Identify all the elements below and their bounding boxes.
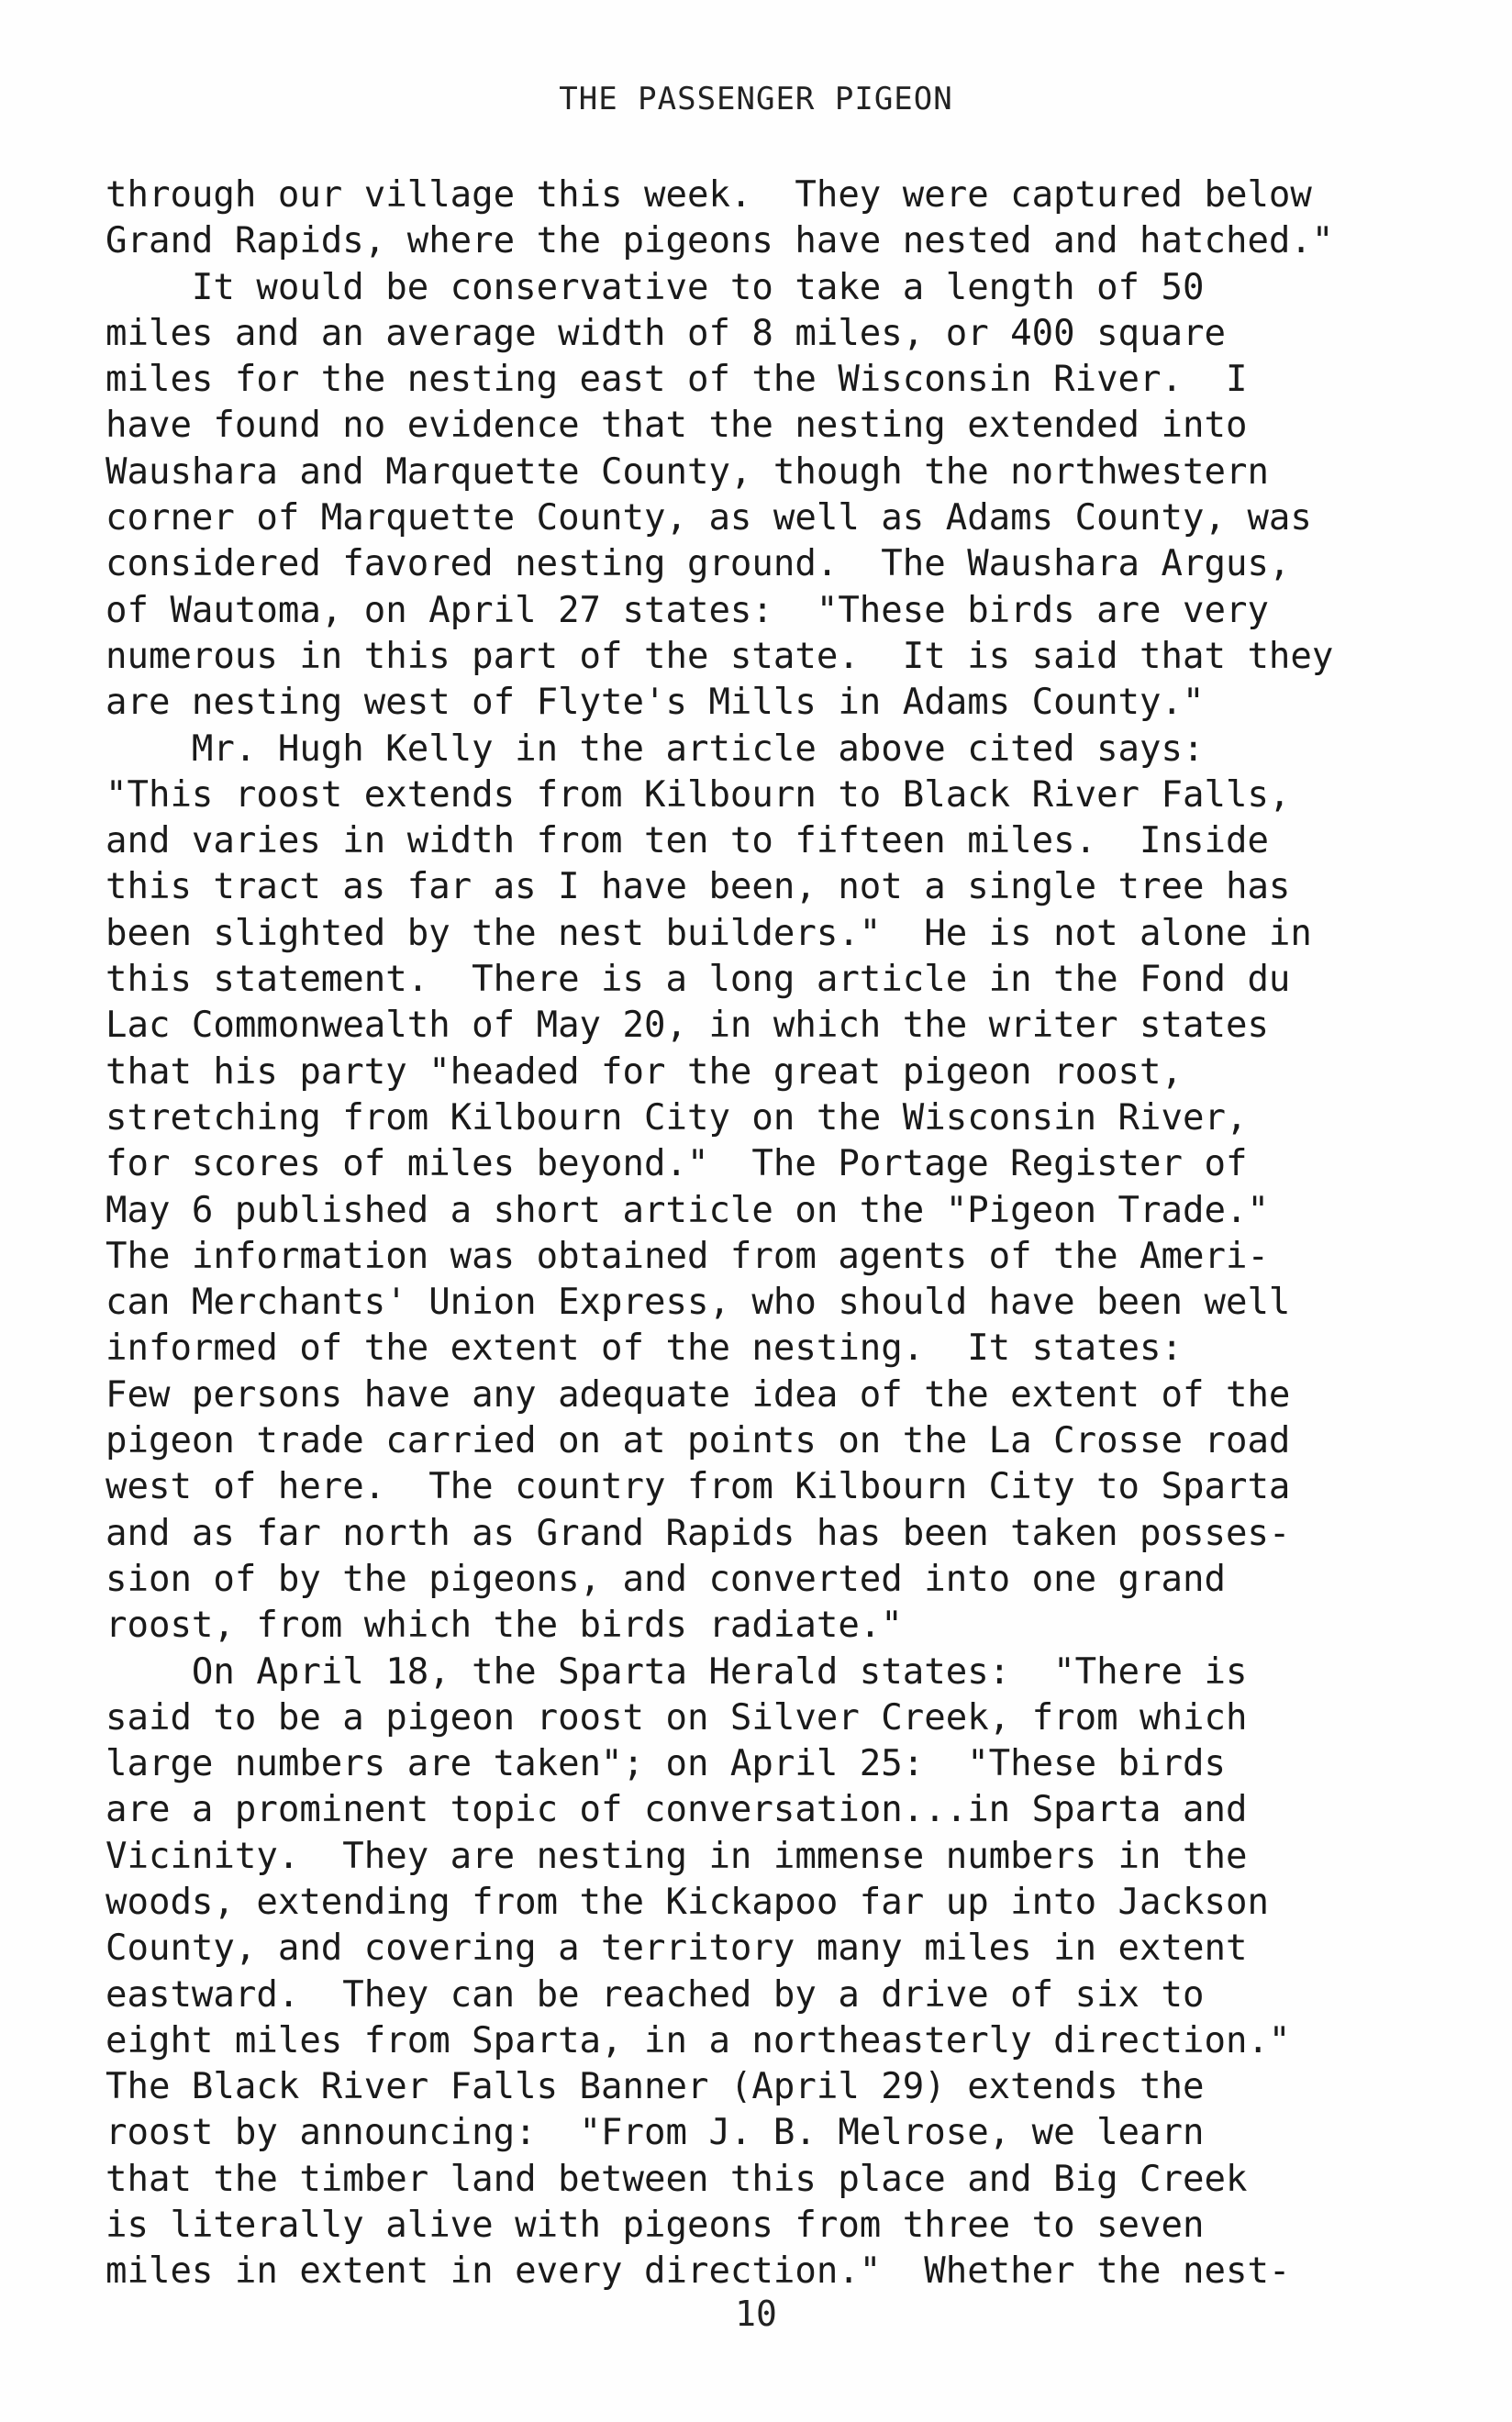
text-line: Lac Commonwealth of May 20, in which the writer states bbox=[106, 1005, 1269, 1047]
text-line: and as far north as Grand Rapids has been taken posses- bbox=[106, 1512, 1291, 1554]
text-line: and varies in width from ten to fifteen miles. Inside bbox=[106, 820, 1269, 862]
text-line: "This roost extends from Kilbourn to Black River Falls, bbox=[106, 773, 1291, 816]
running-head: THE PASSENGER PIGEON bbox=[559, 81, 953, 117]
text-line: have found no evidence that the nesting extended into bbox=[106, 405, 1248, 447]
text-line: miles in extent in every direction." Whether the nest- bbox=[106, 2250, 1291, 2293]
text-line: that his party "headed for the great pigeon roost, bbox=[106, 1050, 1183, 1093]
text-line: Mr. Hugh Kelly in the article above cited says: bbox=[106, 728, 1205, 770]
text-line: numerous in this part of the state. It is said that they bbox=[106, 635, 1334, 677]
text-line: County, and covering a territory many miles in extent bbox=[106, 1928, 1248, 1970]
text-line: Waushara and Marquette County, though the northwestern bbox=[106, 450, 1269, 493]
text-line: are nesting west of Flyte's Mills in Adams County." bbox=[106, 682, 1205, 724]
text-line: are a prominent topic of conversation...in Sparta and bbox=[106, 1789, 1248, 1831]
text-line: Few persons have any adequate idea of the extent of the bbox=[106, 1373, 1291, 1416]
text-line: been slighted by the nest builders." He is not alone in bbox=[106, 912, 1312, 954]
text-line: woods, extending from the Kickapoo far up into Jackson bbox=[106, 1881, 1269, 1923]
text-line: large numbers are taken"; on April 25: "These birds bbox=[106, 1743, 1226, 1785]
text-line: roost by announcing: "From J. B. Melrose, we learn bbox=[106, 2112, 1205, 2154]
text-line: corner of Marquette County, as well as Adams County, was bbox=[106, 497, 1312, 539]
text-line: May 6 published a short article on the "Pigeon Trade." bbox=[106, 1189, 1269, 1231]
text-line: can Merchants' Union Express, who should have been well bbox=[106, 1282, 1291, 1324]
text-line: considered favored nesting ground. The Waushara Argus, bbox=[106, 543, 1291, 585]
text-line: eight miles from Sparta, in a northeasterly direction." bbox=[106, 2019, 1291, 2061]
page-number: 10 bbox=[735, 2294, 777, 2334]
text-line: that the timber land between this place and Big Creek bbox=[106, 2158, 1248, 2200]
text-line: The Black River Falls Banner (April 29) extends the bbox=[106, 2066, 1205, 2108]
text-line: of Wautoma, on April 27 states: "These birds are very bbox=[106, 589, 1269, 631]
text-line: stretching from Kilbourn City on the Wisconsin River, bbox=[106, 1096, 1248, 1139]
text-line: for scores of miles beyond." The Portage Register of bbox=[106, 1143, 1248, 1185]
text-line: On April 18, the Sparta Herald states: "There is bbox=[106, 1650, 1248, 1693]
text-line: eastward. They can be reached by a drive of six to bbox=[106, 1973, 1205, 2016]
text-line: through our village this week. They were captured below bbox=[106, 174, 1312, 216]
text-line: miles for the nesting east of the Wisconsin River. I bbox=[106, 359, 1248, 401]
text-line: The information was obtained from agents of the Ameri- bbox=[106, 1235, 1269, 1277]
text-line: informed of the extent of the nesting. It states: bbox=[106, 1328, 1183, 1370]
text-line: is literally alive with pigeons from three to seven bbox=[106, 2205, 1205, 2247]
text-line: pigeon trade carried on at points on the La Crosse road bbox=[106, 1420, 1291, 1462]
text-line: Vicinity. They are nesting in immense numbers in the bbox=[106, 1835, 1248, 1877]
text-line: miles and an average width of 8 miles, or 400 square bbox=[106, 312, 1226, 354]
text-line: this statement. There is a long article in the Fond du bbox=[106, 959, 1291, 1001]
text-line: sion of by the pigeons, and converted into one grand bbox=[106, 1558, 1226, 1600]
text-line: It would be conservative to take a length of 50 bbox=[106, 266, 1205, 308]
body-text bbox=[106, 172, 1436, 2295]
text-line: Grand Rapids, where the pigeons have nested and hatched." bbox=[106, 220, 1334, 262]
text-line: roost, from which the birds radiate." bbox=[106, 1605, 903, 1647]
text-line: west of here. The country from Kilbourn City to Sparta bbox=[106, 1466, 1291, 1508]
text-line: said to be a pigeon roost on Silver Creek, from which bbox=[106, 1696, 1248, 1739]
text-line: this tract as far as I have been, not a single tree has bbox=[106, 866, 1291, 908]
